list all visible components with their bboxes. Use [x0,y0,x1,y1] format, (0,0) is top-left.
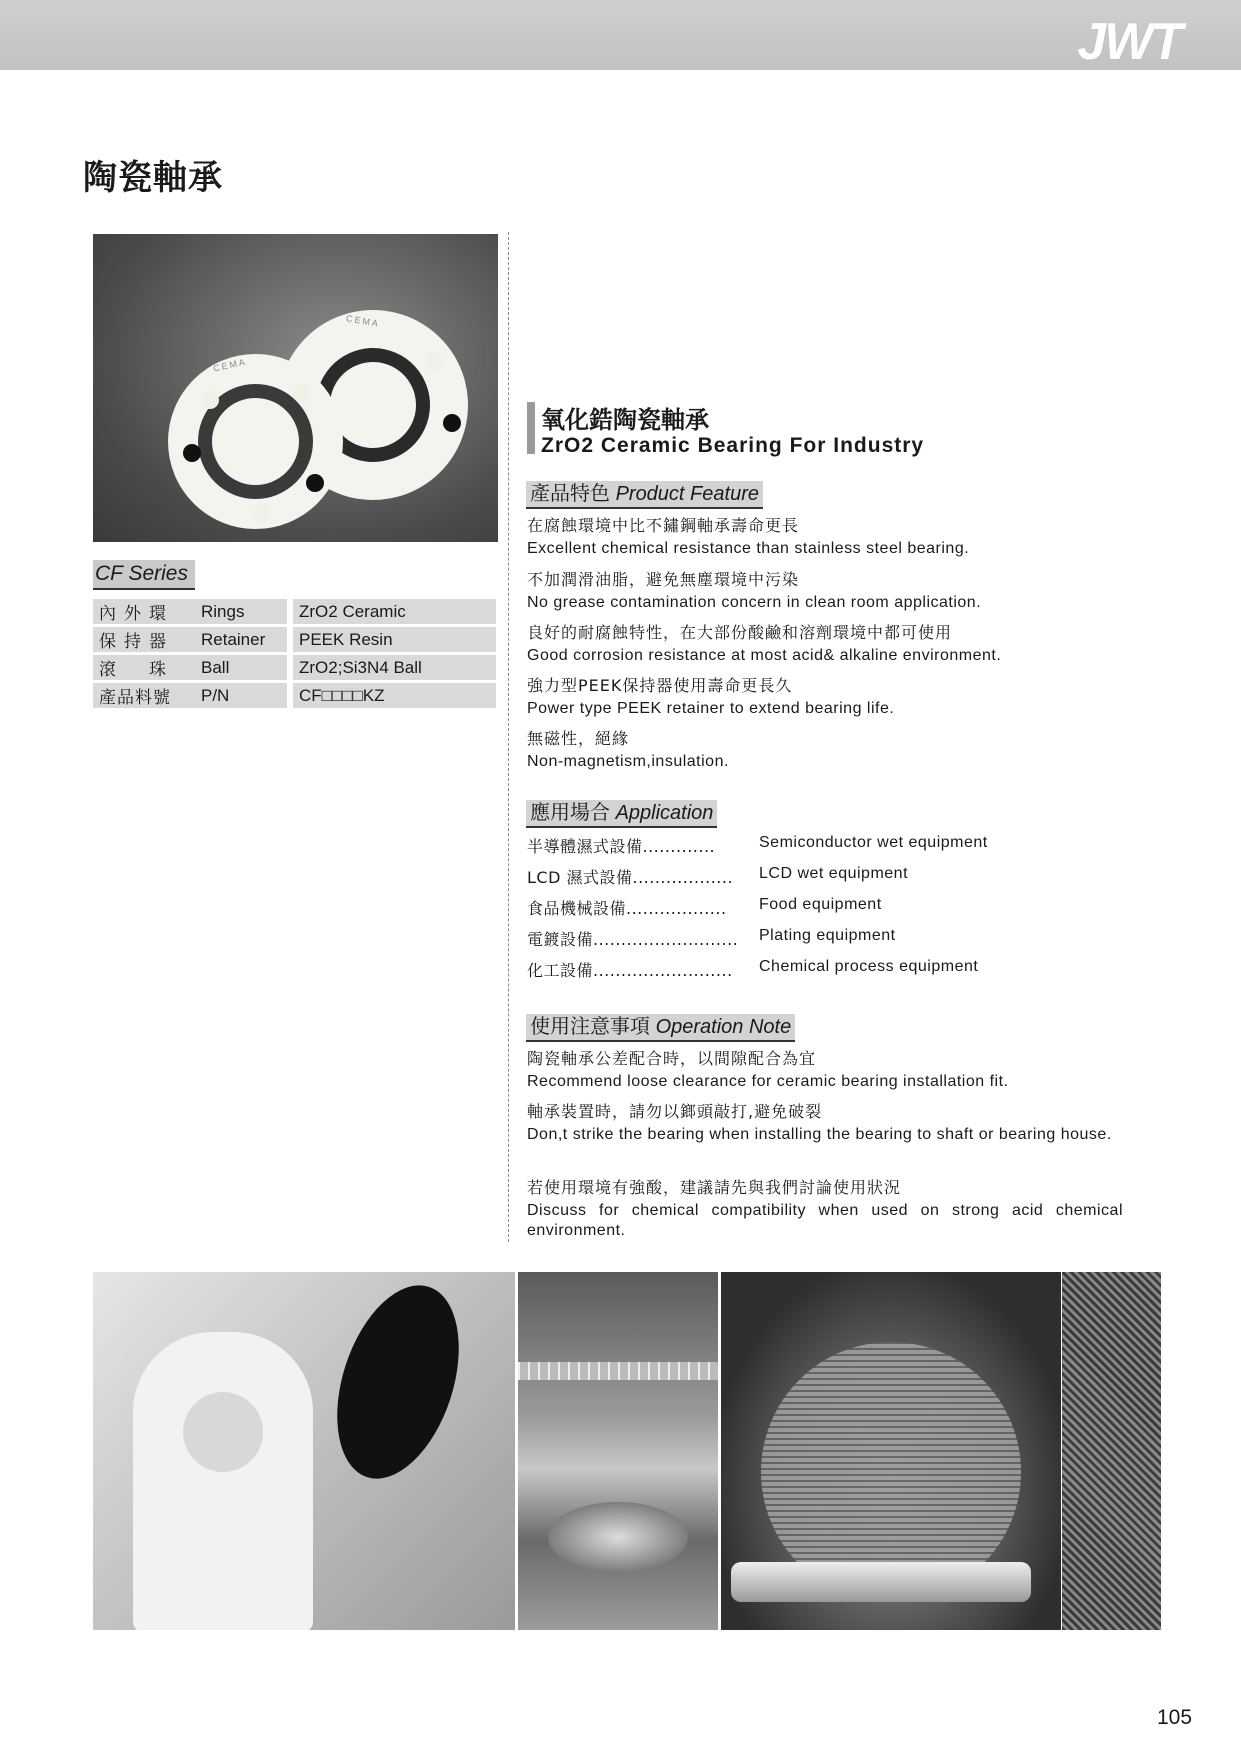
application-item [527,834,988,857]
application-en: Plating equipment [759,927,896,944]
worker-face [183,1392,263,1472]
feature-en: Excellent chemical resistance than stainless steel bearing. [527,540,970,557]
page-title: 陶瓷軸承 [83,158,223,198]
ball-icon [443,414,461,432]
application-heading-en: Application [615,802,714,824]
application-en: Semiconductor wet equipment [759,834,988,851]
feature-heading-en: Product Feature [615,483,759,505]
feature-heading [526,481,763,509]
feature-zh: 無磁性，絕緣 [527,729,630,748]
application-item [527,958,979,981]
spec-zh: 內外環 [93,599,195,624]
application-heading-zh: 應用場合 [530,802,610,824]
brand-logo: JWT [1077,13,1181,71]
application-zh: 化工設備......................... [527,961,733,980]
application-zh: 食品機械設備.................. [527,899,727,918]
worker-suit [133,1332,313,1630]
equipment-bearing [548,1502,688,1572]
note-en: Don,t strike the bearing when installing the bearing to shaft or bearing house. [527,1126,1112,1143]
note-zh: 若使用環境有強酸，建議請先與我們討論使用狀況 [527,1178,902,1197]
ball-icon [201,391,219,409]
spec-row [93,683,496,708]
application-en: Chemical process equipment [759,958,979,975]
ball-icon [425,352,443,370]
spec-zh: 保持器 [93,627,195,652]
header-band [0,0,1241,70]
note-zh: 陶瓷軸承公差配合時，以間隙配合為宜 [527,1049,817,1068]
application-zh: 半導體濕式設備............. [527,837,716,856]
application-en: Food equipment [759,896,882,913]
spec-value: PEEK Resin [293,627,496,652]
note-en: Recommend loose clearance for ceramic bearing installation fit. [527,1073,1009,1090]
spec-row [93,599,496,624]
application-heading [526,800,717,828]
note-en: Discuss for chemical compatibility when used on strong acid chemical environment. [527,1202,1123,1239]
feature-zh: 強力型PEEK保持器使用壽命更長久 [527,676,793,695]
intro-bar [527,402,535,454]
note-zh: 軸承裝置時，請勿以鎯頭敲打,避免破裂 [527,1102,823,1121]
application-item [527,927,896,950]
note-heading-en: Operation Note [655,1016,792,1038]
wafer-holder [731,1562,1031,1602]
feature-zh: 良好的耐腐蝕特性，在大部份酸鹼和溶劑環境中都可使用 [527,623,953,642]
spec-row [93,627,496,652]
wafer-disc [315,1272,481,1494]
spec-zh: 產品料號 [93,683,195,708]
feature-zh: 不加潤滑油脂，避免無塵環境中污染 [527,570,800,589]
ball-icon [293,384,311,402]
spec-value: ZrO2 Ceramic [293,599,496,624]
spec-zh: 滾 珠 [93,655,195,680]
equipment-ruler [518,1362,718,1380]
application-zh: LCD 濕式設備.................. [527,868,734,887]
feature-heading-zh: 產品特色 [530,483,610,505]
feature-en: Power type PEEK retainer to extend bearing life. [527,700,895,717]
spec-value: CF□□□□KZ [293,683,496,708]
intro-title-zh: 氧化鋯陶瓷軸承 [541,406,709,434]
equipment-photo [518,1272,718,1630]
note-heading-zh: 使用注意事項 [530,1016,650,1038]
spec-en: Rings [195,599,287,624]
circuit-photo [1062,1272,1161,1630]
spec-en: P/N [195,683,287,708]
wafer-photo [721,1272,1061,1630]
spec-value: ZrO2;Si3N4 Ball [293,655,496,680]
cleanroom-worker-photo [93,1272,515,1630]
series-label: CF Series [93,560,195,590]
feature-en: No grease contamination concern in clean room application. [527,594,982,611]
feature-en: Non-magnetism,insulation. [527,753,729,770]
spec-en: Retainer [195,627,287,652]
spec-en: Ball [195,655,287,680]
column-divider [508,232,509,1242]
note-heading [526,1014,795,1042]
bearing-large-marking: CEMA [345,313,381,329]
bearing-small-marking: CEMA [212,356,248,374]
product-photo [93,234,498,542]
feature-en: Good corrosion resistance at most acid& alkaline environment. [527,647,1002,664]
ball-icon [306,474,324,492]
spec-row [93,655,496,680]
ball-icon [253,504,271,522]
application-zh: 電鍍設備.......................... [527,930,739,949]
page-number: 105 [1157,1706,1193,1729]
application-item [527,896,882,919]
bearing-small [168,354,343,529]
intro-title-en: ZrO2 Ceramic Bearing For Industry [541,434,925,457]
feature-zh: 在腐蝕環境中比不鏽鋼軸承壽命更長 [527,516,800,535]
application-en: LCD wet equipment [759,865,909,882]
ball-icon [183,444,201,462]
spec-table [93,596,496,711]
application-item [527,865,909,888]
